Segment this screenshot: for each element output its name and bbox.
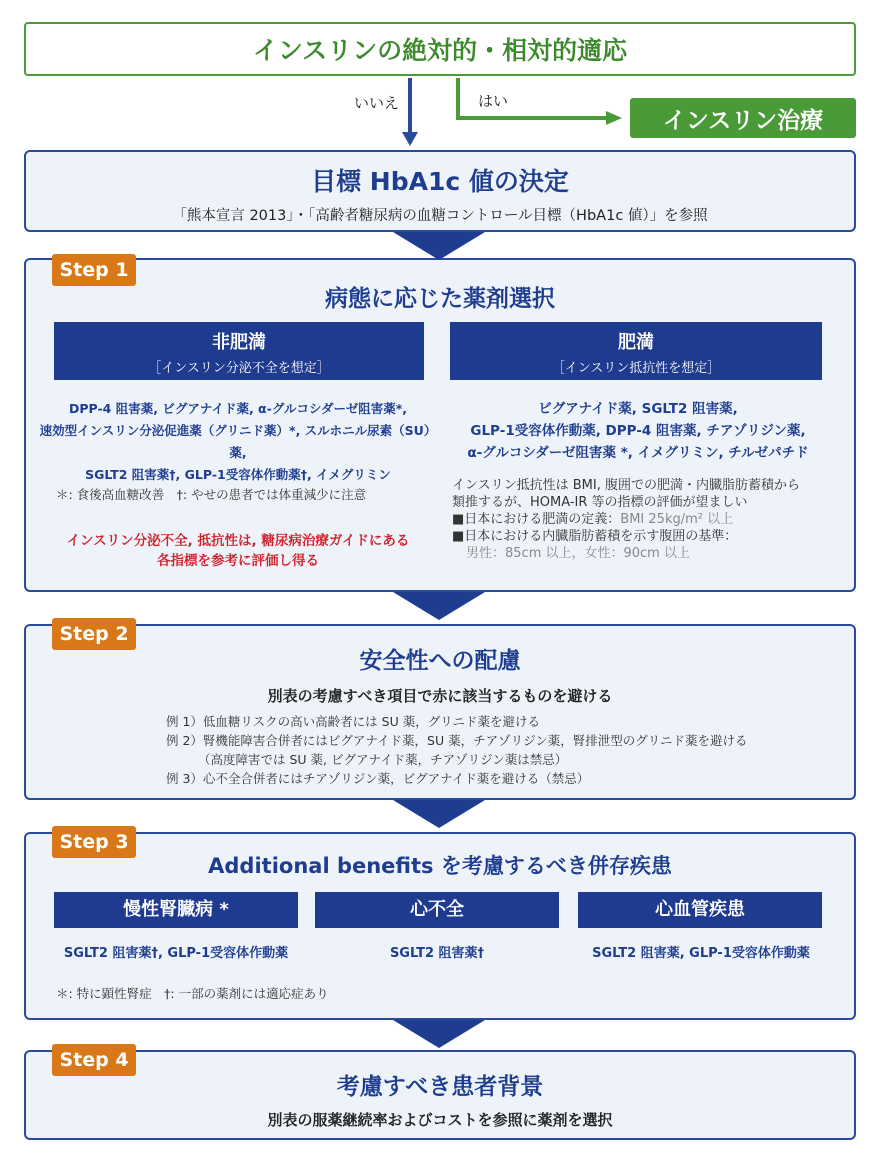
bmi-criteria-value: BMI 25kg/m² 以上 — [620, 512, 734, 527]
cvd-drugs: SGLT2 阻害薬, GLP-1受容体作動薬 — [592, 946, 810, 961]
obese-drug-line: GLP-1受容体作動薬, DPP-4 阻害薬, チアゾリジン薬, — [470, 423, 806, 439]
safety-example: 例 1）低血糖リスクの高い高齢者には SU 薬，グリニド薬を避ける — [166, 714, 540, 729]
target-hba1c-subtitle: 「熊本宣言 2013」・「高齢者糖尿病の血糖コントロール目標（HbA1c 値）」を参照 — [172, 208, 708, 224]
obesity-criteria — [452, 477, 842, 562]
non-obese-footnote: ＊: 食後高血糖改善 †: やせの患者では体重減少に注意 — [56, 487, 367, 502]
ckd-header: 慢性腎臓病 * — [54, 892, 298, 928]
evaluation-note-line: 各指標を参考に評価し得る — [157, 553, 319, 569]
evaluation-note — [36, 531, 440, 571]
insulin-resistance-desc: インスリン抵抗性は BMI, 腹囲での肥満・内臓脂肪蓄積から — [452, 478, 800, 493]
step4-panel — [24, 1050, 856, 1140]
heart-failure-header: 心不全 — [315, 892, 559, 928]
insulin-resistance-desc: 類推するが、HOMA-IR 等の指標の評価が望ましい — [452, 495, 748, 510]
cvd-header: 心血管疾患 — [578, 892, 822, 928]
step2-title: 安全性への配慮 — [359, 648, 521, 674]
heart-failure-drugs: SGLT2 阻害薬† — [389, 946, 485, 961]
obese-header — [450, 322, 822, 380]
step4-subtitle: 別表の服薬継続率およびコストを参照に薬剤を選択 — [267, 1111, 613, 1129]
non-obese-drug-list — [36, 398, 440, 486]
no-arrow-head — [402, 132, 418, 146]
ckd-drugs: SGLT2 阻害薬†, GLP-1受容体作動薬 — [63, 946, 289, 961]
step1-title: 病態に応じた薬剤選択 — [325, 286, 555, 312]
safety-example-sub: （高度障害では SU 薬, ビグアナイド薬，チアゾリジン薬は禁忌） — [198, 752, 568, 767]
bmi-criteria — [452, 511, 842, 528]
waist-criteria-value: 男性：85cm 以上，女性：90cm 以上 — [466, 546, 690, 561]
safety-examples — [166, 712, 748, 788]
bmi-criteria-label: ■日本における肥満の定義： — [452, 512, 621, 527]
insulin-indication-title: インスリンの絶対的・相対的適応 — [252, 36, 628, 65]
obese-title: 肥満 — [618, 332, 654, 353]
non-obese-drug-line: DPP-4 阻害薬, ビグアナイド薬, α-グルコシダーゼ阻害薬*, — [69, 401, 407, 416]
yes-label: はい — [478, 92, 509, 110]
step1-tab: Step 1 — [52, 254, 136, 286]
evaluation-note-line: インスリン分泌不全, 抵抗性は, 糖尿病治療ガイドにある — [66, 533, 410, 549]
flow-chevron-1 — [393, 232, 485, 260]
obese-drug-line: α-グルコシダーゼ阻害薬 *, イメグリミン, チルゼパチド — [467, 445, 809, 461]
obese-drug-list — [440, 398, 836, 464]
insulin-therapy-box — [630, 98, 856, 138]
step2-subtitle: 別表の考慮すべき項目で赤に該当するものを避ける — [267, 687, 613, 705]
step2-tab: Step 2 — [52, 618, 136, 650]
step3-title: Additional benefits を考慮するべき併存疾患 — [208, 854, 672, 878]
insulin-therapy-label: インスリン治療 — [662, 107, 824, 134]
flow-chevron-4 — [393, 1020, 485, 1048]
waist-criteria-label: ■日本における内臓脂肪蓄積を示す腹囲の基準： — [452, 529, 738, 544]
step4-tab: Step 4 — [52, 1044, 136, 1076]
obese-drug-line: ビグアナイド薬, SGLT2 阻害薬, — [538, 401, 738, 417]
non-obese-header — [54, 322, 424, 380]
step3-tab: Step 3 — [52, 826, 136, 858]
non-obese-drug-line: 速効型インスリン分泌促進薬（グリニド薬）*, スルホニル尿素（SU）薬, — [39, 423, 437, 460]
flow-chevron-2 — [393, 592, 485, 620]
non-obese-subtitle: ［インスリン分泌不全を想定］ — [148, 361, 330, 376]
safety-example: 例 3）心不全合併者にはチアゾリジン薬，ビグアナイド薬を避ける（禁忌） — [166, 771, 590, 786]
target-hba1c-panel — [24, 150, 856, 232]
non-obese-drug-line: SGLT2 阻害薬†, GLP-1受容体作動薬†, イメグリミン — [85, 467, 391, 482]
non-obese-title: 非肥満 — [212, 332, 266, 353]
flow-chevron-3 — [393, 800, 485, 828]
no-label: いいえ — [354, 94, 400, 112]
step4-title: 考慮すべき患者背景 — [336, 1074, 544, 1100]
target-hba1c-title: 目標 HbA1c 値の決定 — [311, 167, 569, 196]
obese-subtitle: ［インスリン抵抗性を想定］ — [551, 361, 721, 376]
yes-arrow-head — [606, 111, 622, 125]
step3-footnote: ＊: 特に顕性腎症 †: 一部の薬剤には適応症あり — [56, 986, 329, 1001]
safety-example: 例 2）腎機能障害合併者にはビグアナイド薬，SU 薬，チアゾリジン薬，腎排泄型のグリニド薬を避ける — [166, 733, 748, 748]
